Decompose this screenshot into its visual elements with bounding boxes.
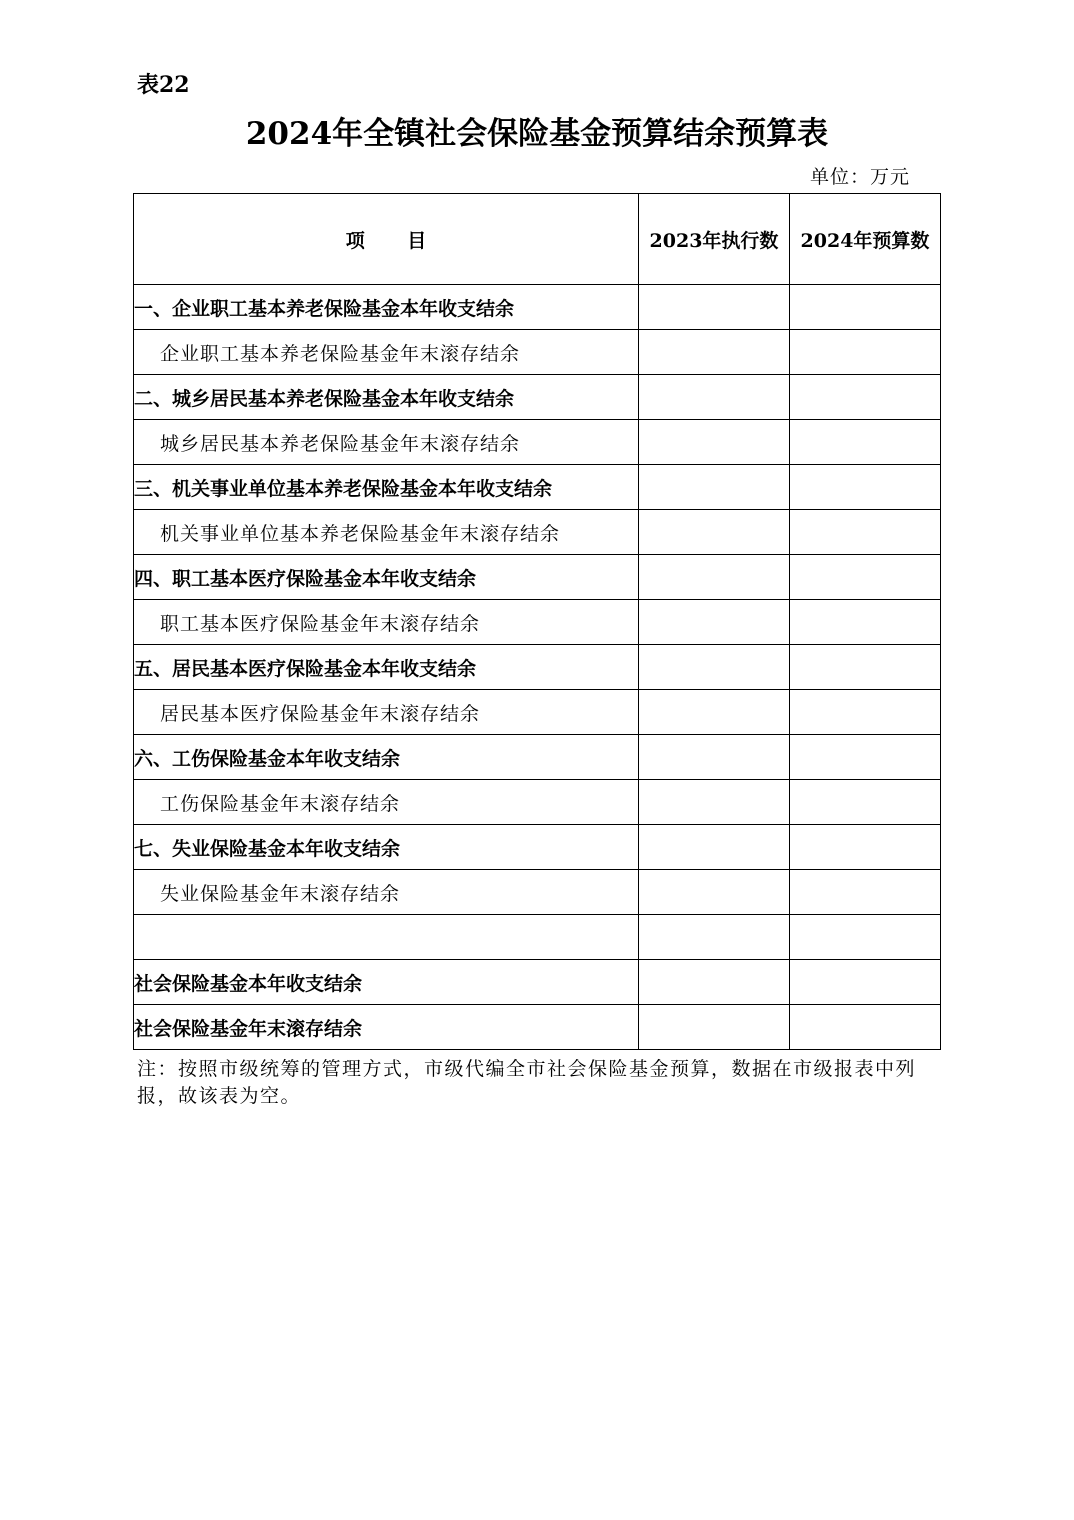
cell-2023 [639,780,790,825]
table-row [134,690,941,735]
table-header-row [134,194,941,285]
cell-2023 [639,375,790,420]
row-label: 四、职工基本医疗保险基金本年收支结余 [134,555,639,600]
cell-2024 [790,600,941,645]
header-2024-budget: 2024年预算数 [790,194,941,285]
row-label: 职工基本医疗保险基金年末滚存结余 [134,600,639,645]
row-label: 一、企业职工基本养老保险基金本年收支结余 [134,285,639,330]
row-label: 三、机关事业单位基本养老保险基金本年收支结余 [134,465,639,510]
cell-2024 [790,510,941,555]
cell-2023 [639,555,790,600]
table-row [134,375,941,420]
cell-2023 [639,960,790,1005]
table-row [134,420,941,465]
cell-2023 [639,735,790,780]
table-row [134,600,941,645]
cell-2024 [790,735,941,780]
table-number: 表22 [137,72,190,98]
cell-2024 [790,690,941,735]
header-2023-actual: 2023年执行数 [639,194,790,285]
cell-2023 [639,915,790,960]
cell-2024 [790,825,941,870]
cell-2023 [639,1005,790,1050]
cell-2024 [790,420,941,465]
cell-2024 [790,375,941,420]
cell-2023 [639,285,790,330]
cell-2024 [790,870,941,915]
cell-2023 [639,420,790,465]
cell-2023 [639,690,790,735]
cell-2023 [639,510,790,555]
cell-2023 [639,465,790,510]
cell-2024 [790,285,941,330]
row-label: 六、工伤保险基金本年收支结余 [134,735,639,780]
cell-2024 [790,555,941,600]
table-row-total [134,960,941,1005]
table-row-total [134,1005,941,1050]
table-row [134,735,941,780]
row-label: 企业职工基本养老保险基金年末滚存结余 [134,330,639,375]
cell-2023 [639,600,790,645]
header-item: 项 目 [134,194,639,285]
row-label: 工伤保险基金年末滚存结余 [134,780,639,825]
table-row [134,510,941,555]
row-label: 机关事业单位基本养老保险基金年末滚存结余 [134,510,639,555]
budget-balance-table [133,193,941,1050]
table-row [134,645,941,690]
table-row [134,330,941,375]
cell-2024 [790,1005,941,1050]
cell-2023 [639,645,790,690]
cell-2023 [639,825,790,870]
table-row [134,555,941,600]
row-label: 居民基本医疗保险基金年末滚存结余 [134,690,639,735]
row-label: 二、城乡居民基本养老保险基金本年收支结余 [134,375,639,420]
table-row [134,780,941,825]
row-label: 五、居民基本医疗保险基金本年收支结余 [134,645,639,690]
cell-2024 [790,960,941,1005]
table-row-empty [134,915,941,960]
row-label: 城乡居民基本养老保险基金年末滚存结余 [134,420,639,465]
row-label: 社会保险基金年末滚存结余 [134,1005,639,1050]
cell-2024 [790,915,941,960]
document-title: 2024年全镇社会保险基金预算结余预算表 [245,116,829,152]
row-label: 失业保险基金年末滚存结余 [134,870,639,915]
cell-2024 [790,330,941,375]
cell-2024 [790,645,941,690]
row-label: 社会保险基金本年收支结余 [134,960,639,1005]
cell-2024 [790,465,941,510]
table-row [134,285,941,330]
footnote: 注：按照市级统筹的管理方式，市级代编全市社会保险基金预算，数据在市级报表中列报，故该表为空。 [137,1058,917,1107]
cell-2023 [639,330,790,375]
table-row [134,825,941,870]
table-row [134,870,941,915]
row-label: 七、失业保险基金本年收支结余 [134,825,639,870]
table-row [134,465,941,510]
cell-2023 [639,870,790,915]
unit-label: 单位：万元 [810,166,911,188]
cell-2024 [790,780,941,825]
row-label [134,915,639,960]
